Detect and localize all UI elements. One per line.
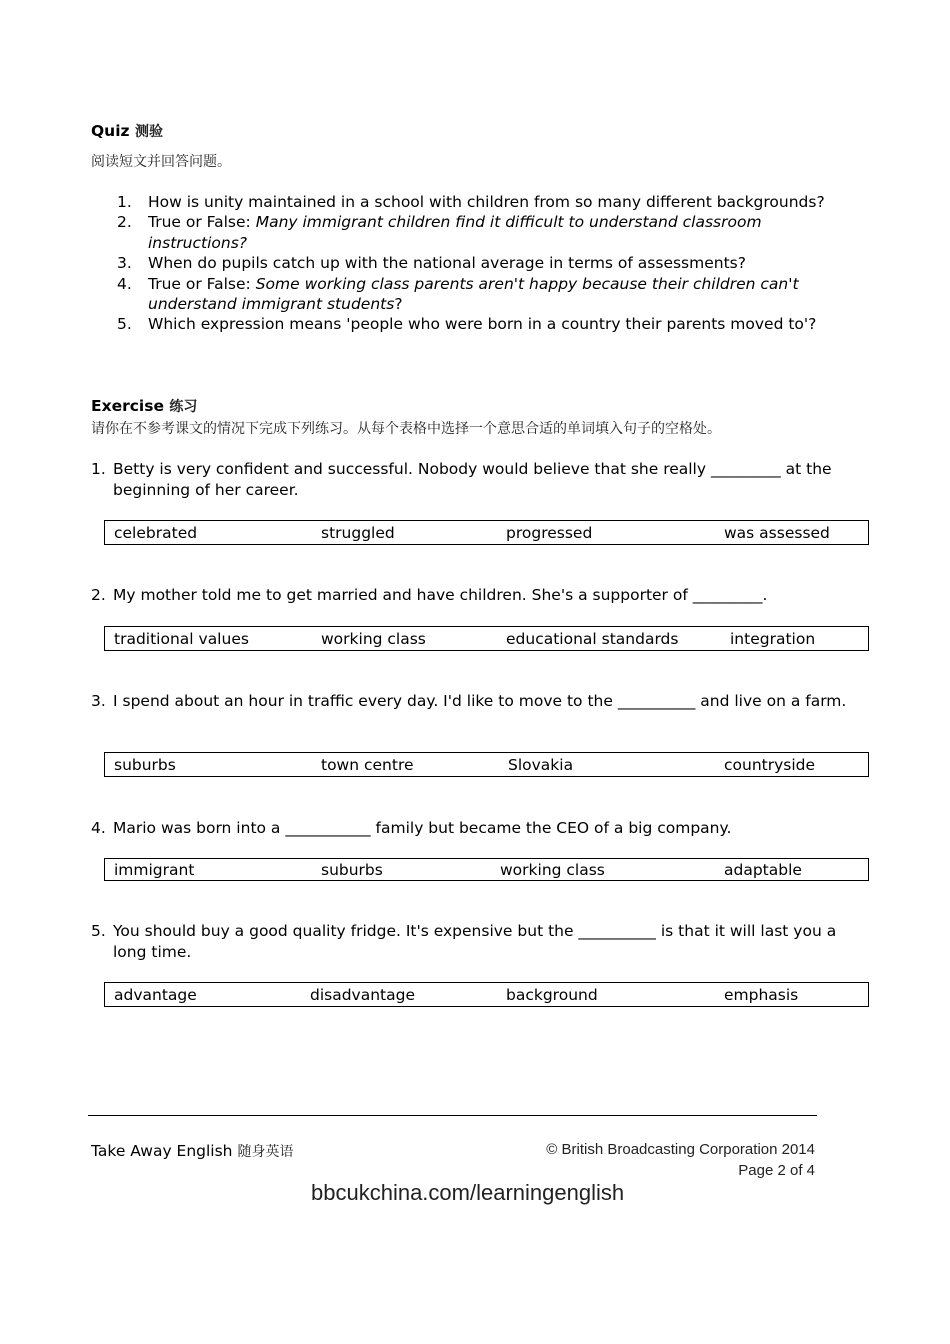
footer-copyright: © British Broadcasting Corporation 2014 [546,1141,815,1158]
option: was assessed [724,524,830,542]
item-number: 3. [91,692,106,710]
options-table [104,520,869,545]
exercise-title: Exercise [91,397,164,415]
exercise-instruction: 请你在不参考课文的情况下完成下列练习。从每个表格中选择一个意思合适的单词填入句子的空格处。 [91,421,721,437]
option: traditional values [114,630,249,648]
question-number: 2. [117,213,132,232]
option: town centre [321,756,414,774]
item-number: 5. [91,922,106,940]
quiz-question [117,212,857,253]
question-text: True or False: [148,213,256,232]
exercise-item [91,585,871,606]
option: disadvantage [310,986,416,1004]
options-table [104,858,869,881]
question-text: True or False: [148,274,256,293]
option: suburbs [321,861,383,879]
series-name-cn: 随身英语 [237,1144,294,1160]
quiz-question-list [117,192,857,335]
item-sentence: Betty is very confident and successful. Nobody would believe that she really _________ at the beginning of her career. [113,460,832,499]
exercise-item [91,818,871,839]
question-number: 3. [117,254,132,273]
quiz-question [117,274,857,315]
option: immigrant [114,861,195,879]
quiz-question [117,253,857,273]
question-tail: ? [394,295,403,314]
item-sentence: I spend about an hour in traffic every day. I'd like to move to the __________ and live on a farm. [113,692,847,710]
quiz-title-cn: 测验 [134,124,163,140]
option: celebrated [114,524,198,542]
item-sentence: Mario was born into a ___________ family but became the CEO of a big company. [113,819,732,837]
option: advantage [114,986,197,1004]
item-number: 4. [91,819,106,837]
option: emphasis [724,986,799,1004]
exercise-item [91,921,871,962]
option: integration [730,630,816,648]
question-text: How is unity maintained in a school with children from so many different backgrounds? [148,193,825,211]
question-number: 5. [117,315,132,334]
option: countryside [724,756,816,774]
exercise-item [91,459,871,500]
option: working class [500,861,605,879]
question-text: When do pupils catch up with the national average in terms of assessments? [148,254,746,273]
footer-divider [88,1115,817,1116]
item-sentence: My mother told me to get married and have children. She's a supporter of _________. [113,586,768,604]
footer-series [91,1141,293,1161]
quiz-question [117,192,857,212]
question-number: 1. [117,193,132,211]
question-text: Which expression means 'people who were born in a country their parents moved to'? [148,315,817,334]
question-italic-text: Many immigrant children find it difficult to understand classroom instructions? [148,213,762,252]
question-italic-text: Some working class parents aren't happy because their children can't understand immigrant students [148,274,799,314]
exercise-heading [91,396,197,416]
options-table [104,626,869,651]
page-number: Page 2 of 4 [738,1162,815,1179]
item-number: 2. [91,586,106,604]
option: working class [321,630,426,648]
option: adaptable [724,861,802,879]
option: progressed [506,524,593,542]
question-number: 4. [117,274,132,293]
option: struggled [321,524,395,542]
option: suburbs [114,756,176,774]
quiz-title: Quiz [91,122,130,140]
exercise-title-cn: 练习 [169,399,198,415]
quiz-instruction: 阅读短文并回答问题。 [91,154,231,170]
quiz-question [117,314,857,334]
option: background [506,986,598,1004]
footer-url[interactable]: bbcukchina.com/learningenglish [311,1180,625,1205]
option: Slovakia [508,756,574,774]
item-number: 1. [91,460,106,478]
item-sentence: You should buy a good quality fridge. It's expensive but the __________ is that it will last you a long time. [113,922,837,961]
series-name: Take Away English [91,1142,233,1160]
quiz-heading [91,121,163,141]
options-table [104,982,869,1007]
option: educational standards [506,630,679,648]
options-table [104,752,869,777]
exercise-item [91,691,871,712]
